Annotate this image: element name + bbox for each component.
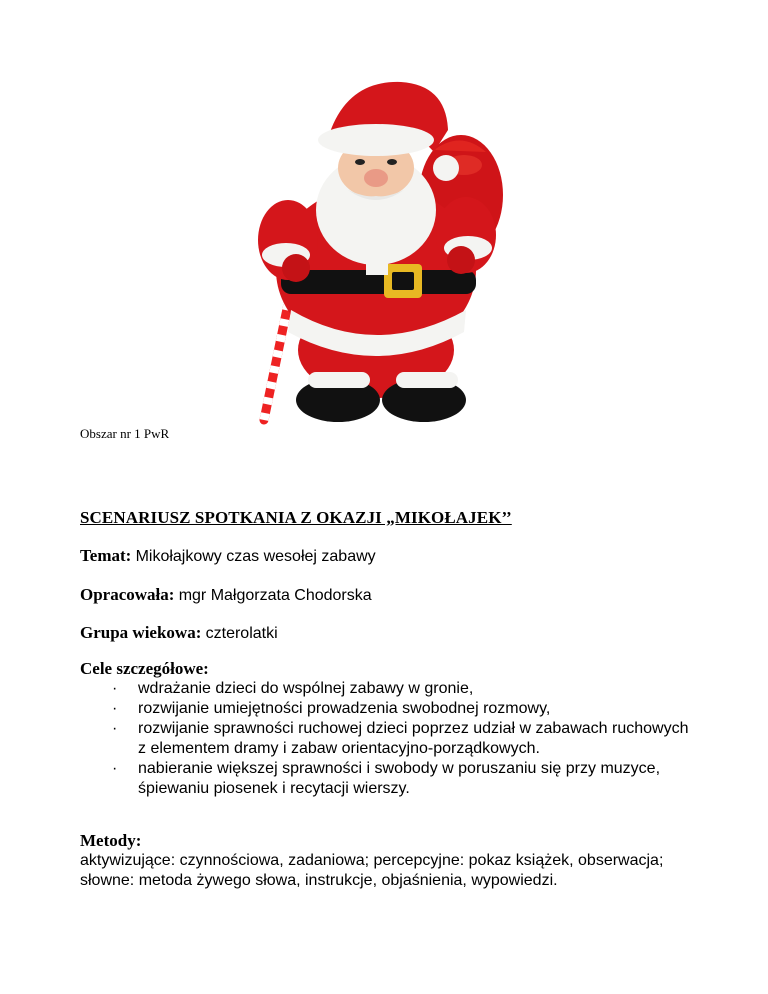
santa-claus-illustration (236, 60, 516, 430)
author-value: mgr Małgorzata Chodorska (178, 587, 372, 604)
document-title: SCENARIUSZ SPOTKANIA Z OKAZJI „MIKOŁAJEK’’ (80, 508, 512, 527)
topic-value: Mikołajkowy czas wesołej zabawy (135, 548, 376, 565)
age-group-field (80, 623, 278, 643)
author-field (80, 585, 372, 605)
methods-section (80, 831, 700, 891)
age-group-value: czterolatki (205, 625, 278, 642)
list-item: · nabieranie większej sprawności i swobody w poruszaniu się przy muzyce, śpiewaniu piosenek i recytacji wierszy. (112, 760, 661, 797)
methods-label: Metody: (80, 831, 142, 850)
methods-line-1: aktywizujące: czynnościowa, zadaniowa; percepcyjne: pokaz książek, obserwacja; (80, 852, 664, 869)
bullet-icon: · (112, 680, 118, 697)
list-item: · rozwijanie sprawności ruchowej dzieci poprzez udział w zabawach ruchowych z elementem dramy i zabaw orientacyjno-porządkowych. (112, 720, 689, 757)
goals-label: Cele szczegółowe: (80, 659, 209, 678)
goals-list (80, 679, 700, 799)
bullet-icon: · (112, 700, 118, 717)
topic-label: Temat: (80, 546, 132, 565)
bullet-icon: · (112, 760, 118, 777)
list-item: · rozwijanie umiejętności prowadzenia swobodnej rozmowy, (112, 700, 551, 717)
bullet-icon: · (112, 720, 118, 737)
list-item: · wdrażanie dzieci do wspólnej zabawy w gronie, (112, 680, 474, 697)
methods-line-2: słowne: metoda żywego słowa, instrukcje, objaśnienia, wypowiedzi. (80, 872, 558, 889)
topic-field (80, 546, 376, 566)
area-label: Obszar nr 1 PwR (80, 426, 170, 441)
goals-section (80, 659, 700, 799)
age-group-label: Grupa wiekowa: (80, 623, 202, 642)
author-label: Opracowała: (80, 585, 175, 604)
